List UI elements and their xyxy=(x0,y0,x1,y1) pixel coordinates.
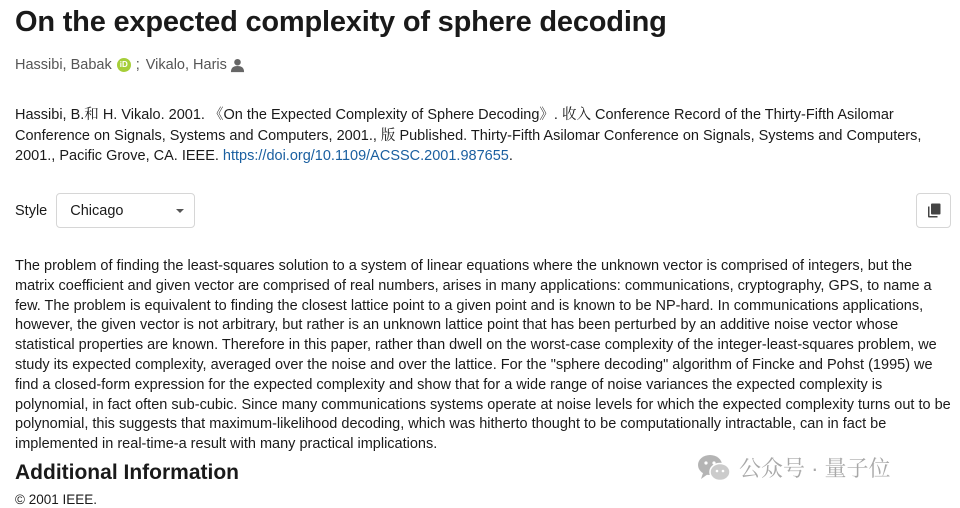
copy-button[interactable] xyxy=(916,193,951,228)
citation-body: Hassibi, B.和 H. Vikalo. 2001. 《On the Expected Complexity of Sphere Decoding》. 收入 Conference Record of the Thirty-Fifth Asilomar Conference on Signals, Systems and Computers, 2001., 版 Published. Thirty-Fifth Asilomar Conference on Signals, Systems and Computers, 2001., Pacific Grove, CA. IEEE. xyxy=(15,107,922,164)
chevron-down-icon xyxy=(176,209,184,213)
author-link-hassibi[interactable]: Hassibi, Babak xyxy=(15,57,112,73)
citation-end: . xyxy=(508,148,513,164)
style-select[interactable] xyxy=(56,193,195,228)
author-separator: ; xyxy=(135,57,140,73)
style-select-value: Chicago xyxy=(70,202,124,219)
page-title: On the expected complexity of sphere decoding xyxy=(15,6,667,38)
orcid-icon[interactable]: iD xyxy=(117,58,131,72)
wechat-icon xyxy=(697,453,731,483)
watermark-text: 公众号 · 量子位 xyxy=(739,456,891,481)
copyright-notice: © 2001 IEEE. xyxy=(15,492,97,507)
author-link-vikalo[interactable]: Vikalo, Haris xyxy=(145,57,227,73)
person-icon[interactable] xyxy=(230,58,245,73)
watermark xyxy=(697,452,891,483)
style-label: Style xyxy=(15,202,48,219)
additional-information-heading: Additional Information xyxy=(15,461,239,484)
copy-icon xyxy=(927,203,941,218)
author-list xyxy=(15,57,245,73)
citation-style-row xyxy=(15,193,195,228)
abstract-text: The problem of finding the least-squares solution to a system of linear equations where the unknown vector is comprised of integers, but the matrix coefficient and given vector are comprised of real numbers, arises in many applications: communications, cryptography, GPS, to name a few. The problem is equivalent to finding the closest lattice point to a given point and is known to be NP-hard. In communications applications, however, the given vector is not arbitrary, but rather is an unknown lattice point that has been perturbed by an additive noise vector whose statistical properties are known. Therefore in this paper, rather than dwell on the worst-case complexity of the integer-least-squares problem, we study its expected complexity, averaged over the noise and over the lattice. For the "sphere decoding" algorithm of Fincke and Pohst (1995) we find a closed-form expression for the expected complexity and show that for a wide range of noise variances the expected complexity is polynomial, in fact often sub-cubic. Since many communications systems operate at noise levels for which the expected complexity turns out to be polynomial, this suggests that maximum-likelihood decoding, which was hitherto thought to be computationally intractable, can in fact be implemented in real-time-a result with many practical implications. xyxy=(15,258,951,453)
citation-text xyxy=(15,105,950,167)
doi-link[interactable]: https://doi.org/10.1109/ACSSC.2001.987655 xyxy=(222,148,509,164)
